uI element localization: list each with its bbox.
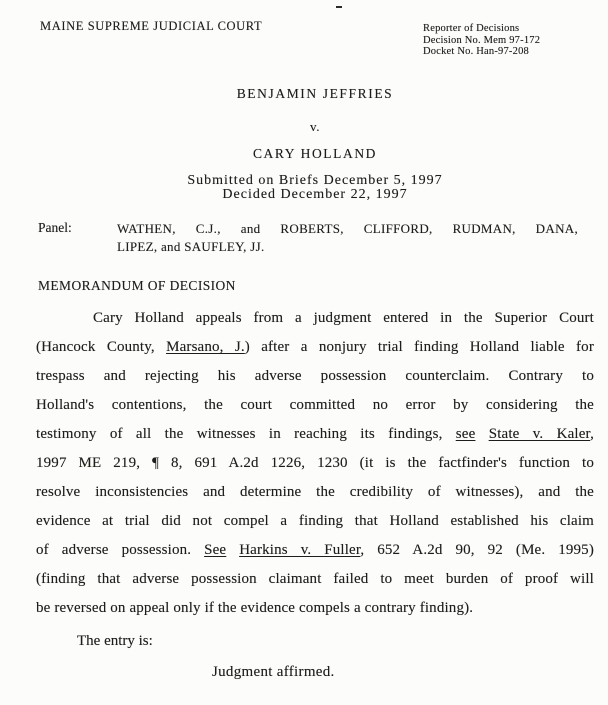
body-text [226,542,239,558]
decided-date: Decided December 22, 1997 [222,187,408,202]
panel-justices-line1: WATHEN, C.J., and ROBERTS, CLIFFORD, RUDMAN, DANA, [117,221,578,236]
case-citation: Harkins v. Fuller [239,542,361,558]
body-text: 1997 ME 219, ¶ 8, 691 A.2d 1226, 1230 (it is the factfinder's function to [36,455,594,471]
body-text: (finding that adverse possession claimant failed to meet burden of proof will [36,571,594,587]
body-line [36,594,594,623]
body-text: Holland's contentions, the court committed no error by considering the [36,397,594,413]
body-text: (Hancock County, [36,339,167,355]
disposition-text: Judgment affirmed. [212,664,335,680]
opinion-body [36,304,594,623]
body-text: resolve inconsistencies and determine the credibility of witnesses), and the [36,484,594,500]
body-line [36,304,594,333]
body-line [36,536,594,565]
body-text: be reversed on appeal only if the evidence compels a contrary finding). [36,600,474,616]
panel-label: Panel: [38,220,72,235]
entry-label: The entry is: [77,633,153,649]
versus-label: v. [310,119,320,134]
body-text: testimony of all the witnesses in reaching its findings, [36,426,456,442]
body-text: evidence at trial did not compel a finding that Holland established his claim [36,513,594,529]
reporter-of-decisions: Reporter of Decisions [423,23,520,34]
plaintiff-name: BENJAMIN JEFFRIES [236,86,394,101]
signal-see: See [204,542,227,558]
docket-number: Docket No. Han-97-208 [423,46,529,57]
decision-number: Decision No. Mem 97-172 [423,34,541,46]
body-text: Cary Holland appeals from a judgment entered in the Superior Court [93,310,594,326]
body-line [36,507,594,536]
reporter-block [423,23,540,58]
body-line [36,449,594,478]
body-text [475,426,488,442]
body-line [36,478,594,507]
defendant-name: CARY HOLLAND [252,146,378,161]
scan-dash-mark [336,6,342,8]
body-text: trespass and rejecting his adverse possession counterclaim. Contrary to [36,368,594,384]
body-text: ) after a nonjury trial finding Holland liable for [244,339,594,355]
body-text: , 652 A.2d 90, 92 (Me. 1995) [360,542,594,558]
panel-justices-line2: LIPEZ, and SAUFLEY, JJ. [117,238,265,254]
memorandum-heading: MEMORANDUM OF DECISION [38,278,236,293]
body-text: , [590,426,594,442]
body-line [36,362,594,391]
body-text: of adverse possession. [36,542,205,558]
body-line [36,391,594,420]
submitted-date: Submitted on Briefs December 5, 1997 [187,173,443,188]
court-name: MAINE SUPREME JUDICIAL COURT [40,19,263,33]
body-line [36,333,594,362]
case-citation: State v. Kaler [488,426,591,442]
panel-justices [117,220,578,255]
judge-name: Marsano, J. [166,339,245,355]
signal-see: see [455,426,476,442]
body-line [36,565,594,594]
body-line [36,420,594,449]
